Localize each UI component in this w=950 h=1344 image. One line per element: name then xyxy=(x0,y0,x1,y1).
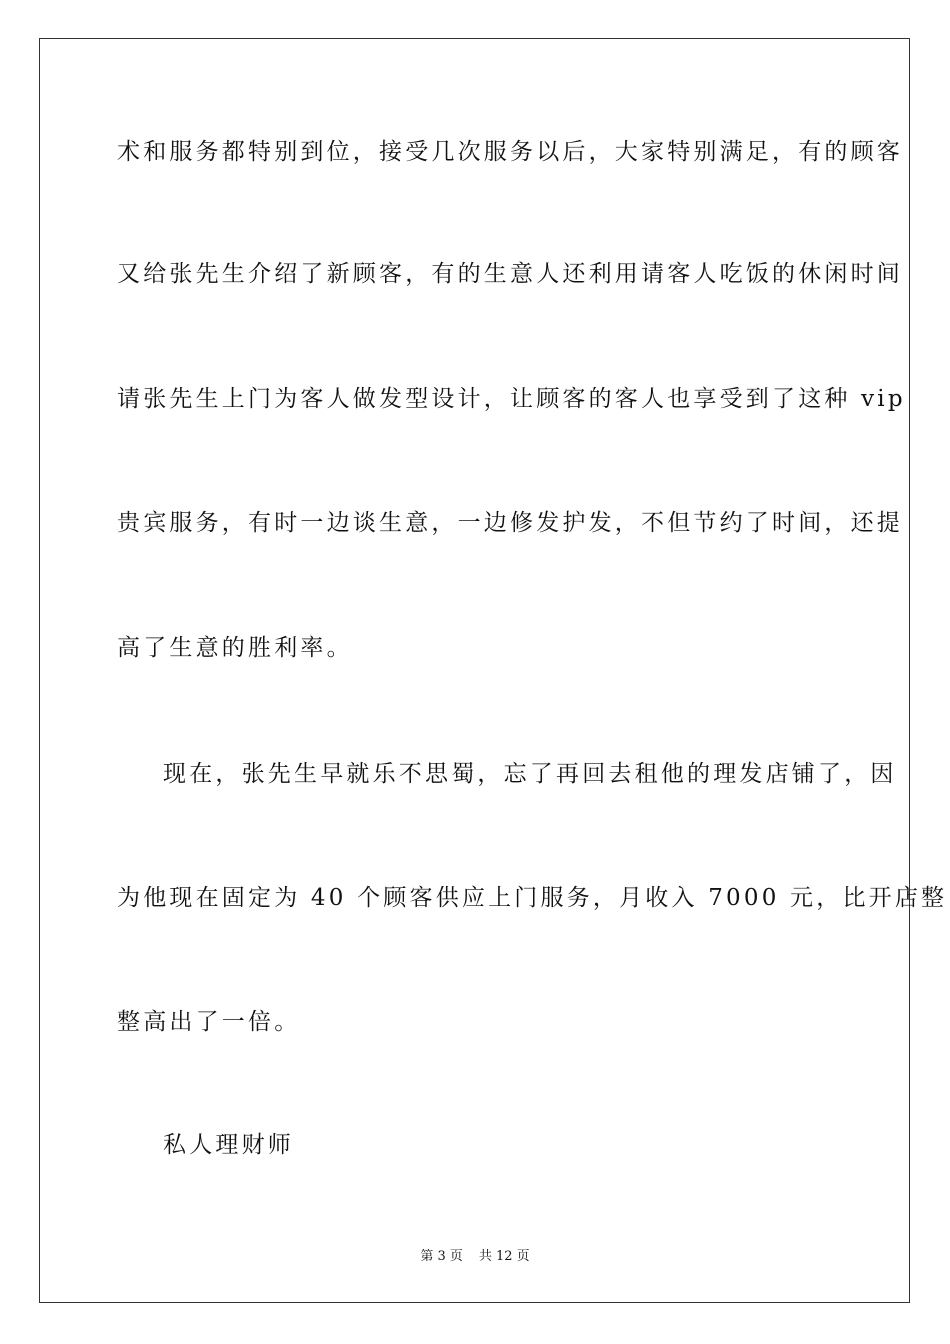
page-number: 第 3 页 xyxy=(420,1249,463,1264)
page-footer xyxy=(0,1248,950,1266)
page-total: 共 12 页 xyxy=(478,1249,530,1264)
paragraph-line: 高了生意的胜利率。 xyxy=(117,635,353,661)
paragraph-line: 现在，张先生早就乐不思蜀，忘了再回去租他的理发店铺了，因 xyxy=(163,761,897,787)
page-border xyxy=(39,38,948,1303)
paragraph-line: 为他现在固定为 40 个顾客供应上门服务，月收入 7000 元，比开店整 xyxy=(117,885,948,911)
paragraph-line: 整高出了一倍。 xyxy=(117,1009,301,1035)
paragraph-line: 贵宾服务，有时一边谈生意，一边修发护发，不但节约了时间，还提 xyxy=(117,510,903,536)
paragraph-line: 请张先生上门为客人做发型设计，让顾客的客人也享受到了这种 vip xyxy=(117,386,906,412)
section-heading: 私人理财师 xyxy=(163,1132,294,1158)
paragraph-line: 又给张先生介绍了新顾客，有的生意人还利用请客人吃饭的休闲时间 xyxy=(117,261,903,287)
paragraph-line: 术和服务都特别到位，接受几次服务以后，大家特别满足，有的顾客 xyxy=(117,139,903,165)
